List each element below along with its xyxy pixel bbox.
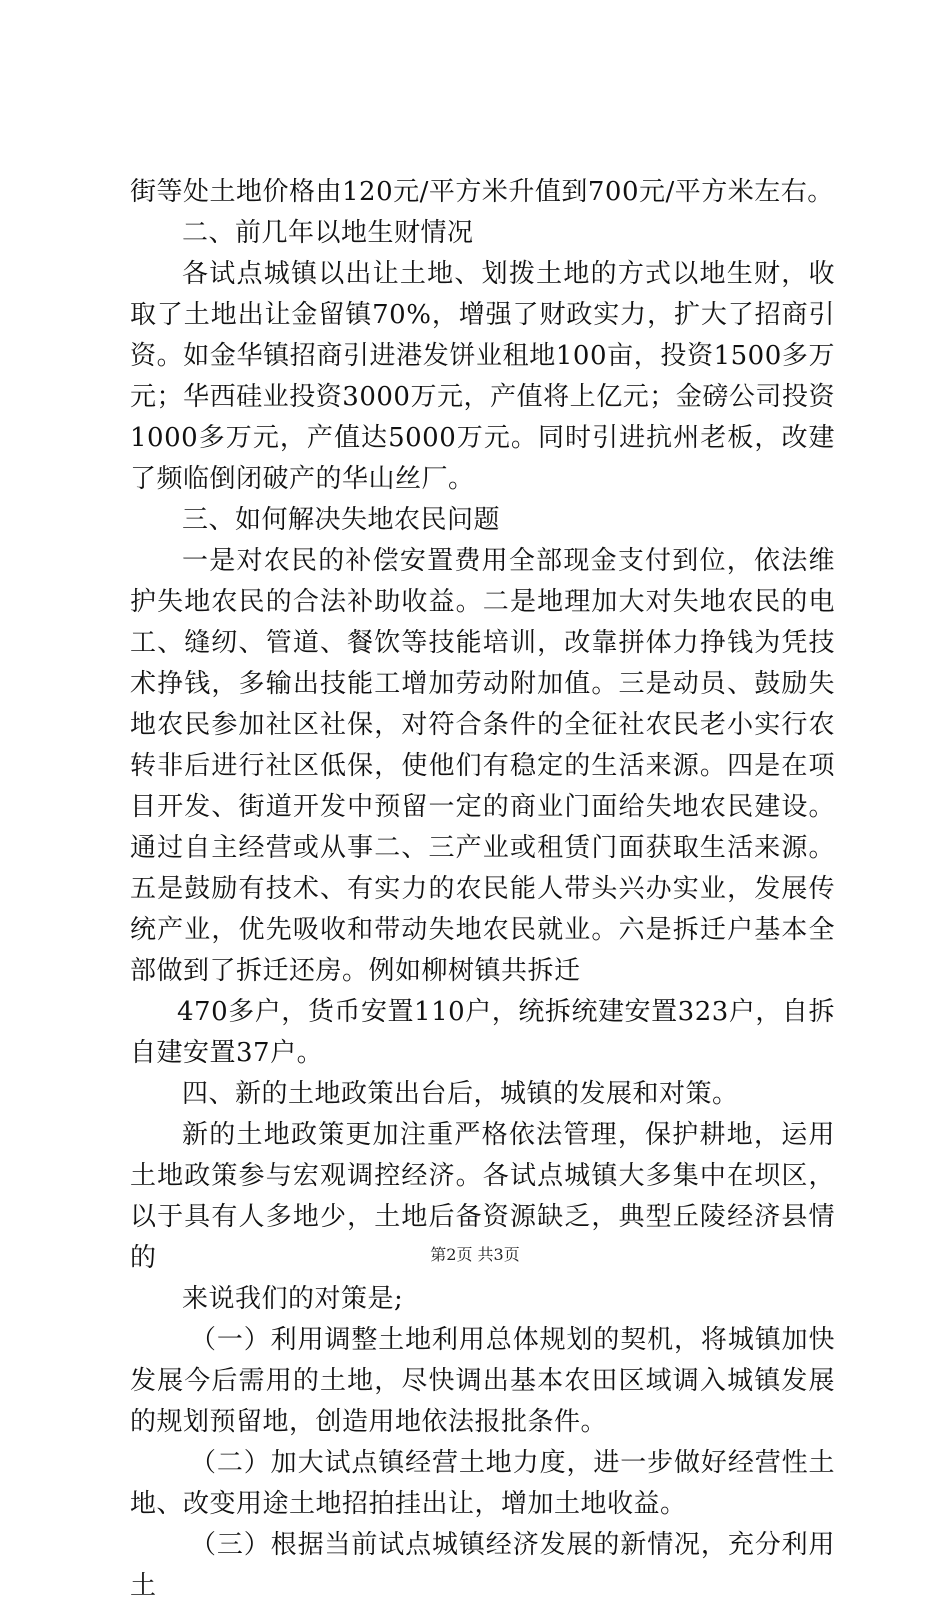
paragraph-relocation-stats: 470多户，货币安置110户，统拆统建安置323户，自拆自建安置37户。 (130, 997, 835, 1068)
page-number: 第2页 共3页 (430, 1245, 520, 1264)
document-body (130, 172, 835, 1607)
paragraph-land-finance: 各试点城镇以出让土地、划拨土地的方式以地生财，收取了土地出让金留镇70%，增强了财政实力，扩大了招商引资。如金华镇招商引进港发饼业租地100亩，投资1500多万元；华西硅业投资3000万元，产值将上亿元；金磅公司投资1000多万元，产值达5000万元。同时引进抗州老板，改建了频临倒闭破产的华山丝厂。 (130, 259, 835, 494)
paragraph-measure-3: （三）根据当前试点城镇经济发展的新情况，充分利用土 (130, 1530, 835, 1601)
heading-section-2: 二、前几年以地生财情况 (182, 218, 474, 248)
heading-section-4: 四、新的土地政策出台后，城镇的发展和对策。 (182, 1079, 739, 1109)
heading-section-3: 三、如何解决失地农民问题 (182, 505, 501, 535)
paragraph-new-policy: 新的土地政策更加注重严格依法管理，保护耕地，运用土地政策参与宏观调控经济。各试点城镇大多集中在坝区，以于具有人多地少，土地后备资源缺乏，典型丘陵经济县情的 (130, 1120, 835, 1273)
paragraph-land-price: 街等处土地价格由120元/平方米升值到700元/平方米左右。 (130, 177, 834, 207)
paragraph-countermeasures-intro: 来说我们的对策是; (182, 1284, 404, 1314)
paragraph-farmer-measures: 一是对农民的补偿安置费用全部现金支付到位，依法维护失地农民的合法补助收益。二是地理加大对失地农民的电工、缝纫、管道、餐饮等技能培训，改靠拼体力挣钱为凭技术挣钱，多输出技能工增加劳动附加值。三是动员、鼓励失地农民参加社区社保，对符合条件的全征社农民老小实行农转非后进行社区低保，使他们有稳定的生活来源。四是在项目开发、街道开发中预留一定的商业门面给失地农民建设。通过自主经营或从事二、三产业或租赁门面获取生活来源。五是鼓励有技术、有实力的农民能人带头兴办实业，发展传统产业，优先吸收和带动失地农民就业。六是拆迁户基本全部做到了拆迁还房。例如柳树镇共拆迁 (130, 546, 835, 986)
paragraph-measure-1: （一）利用调整土地利用总体规划的契机，将城镇加快发展今后需用的土地，尽快调出基本农田区域调入城镇发展的规划预留地，创造用地依法报批条件。 (130, 1325, 835, 1437)
paragraph-measure-2: （二）加大试点镇经营土地力度，进一步做好经营性土地、改变用途土地招拍挂出让，增加土地收益。 (130, 1448, 835, 1519)
page-footer (0, 1245, 950, 1265)
